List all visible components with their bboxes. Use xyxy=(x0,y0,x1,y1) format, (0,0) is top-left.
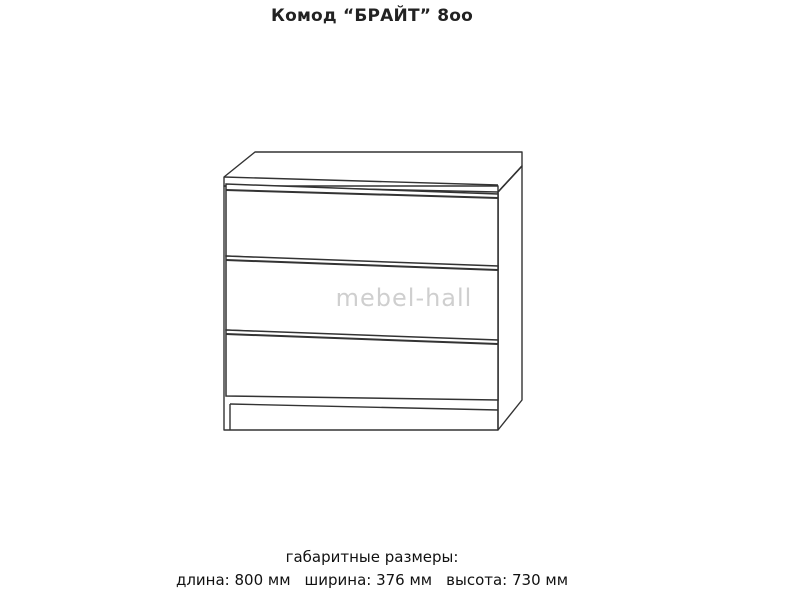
plinth-line xyxy=(230,404,498,410)
watermark: mebel-hall xyxy=(335,284,473,312)
dimension-height: высота: 730 мм xyxy=(446,571,569,589)
dimension-length: длина: 800 мм xyxy=(175,571,291,589)
top-board-front-edge-right xyxy=(224,177,498,185)
drawer-3 xyxy=(226,330,498,400)
dimensions-line xyxy=(0,571,744,589)
side-panel xyxy=(498,166,522,430)
dimension-width: ширина: 376 мм xyxy=(304,571,433,589)
product-title: Комод “БРАЙТ” 8oo xyxy=(270,6,474,26)
dimensions-heading: габаритные размеры: xyxy=(285,548,459,566)
